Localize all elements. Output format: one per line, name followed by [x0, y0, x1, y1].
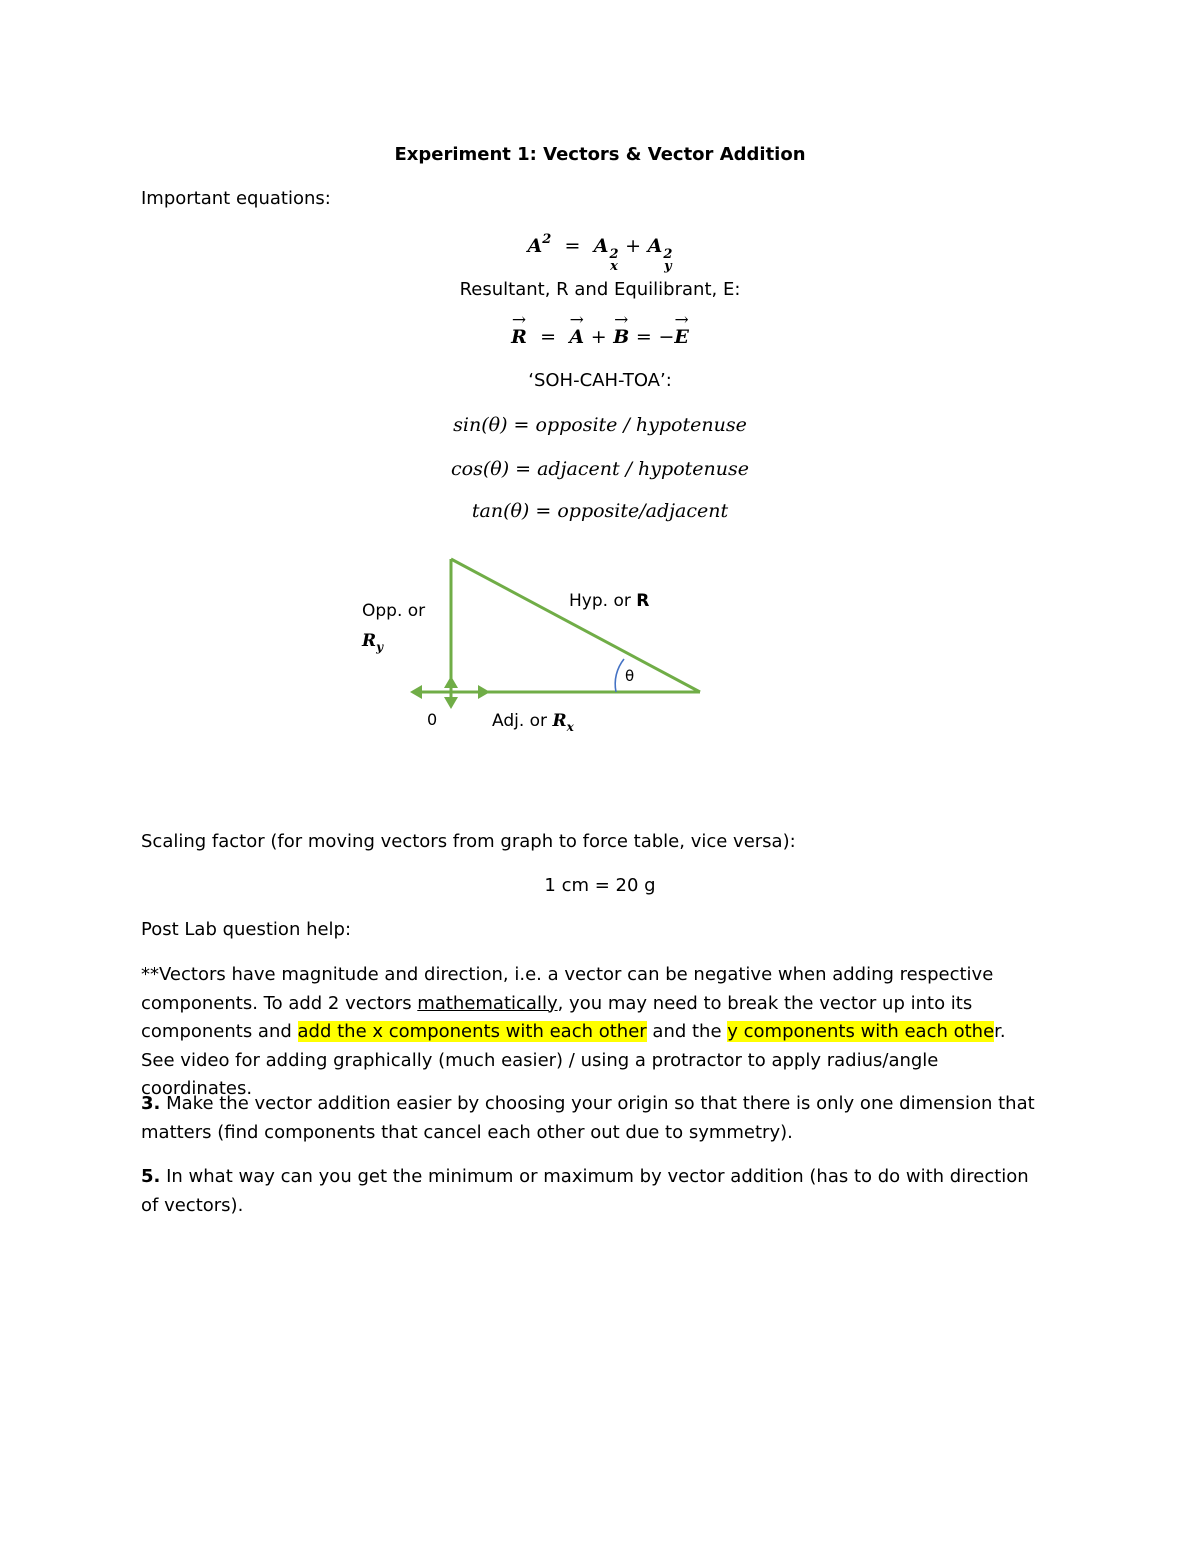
sin-equation: sin(θ) = opposite / hypotenuse — [453, 414, 747, 436]
cos-equation: cos(θ) = adjacent / hypotenuse — [451, 458, 749, 480]
angle-arc — [615, 659, 624, 692]
arrowhead-up — [444, 676, 458, 688]
opposite-label: Opp. or — [362, 601, 426, 621]
hypotenuse-label: Hyp. or R — [569, 591, 650, 611]
arrowhead-left — [410, 685, 422, 699]
question-5-hint: 5. In what way can you get the minimum or maximum by vector addition (has to do with direction of vectors). — [141, 1166, 1029, 1216]
adjacent-label: Adj. or $R_x$ — [492, 711, 574, 734]
post-lab-label: Post Lab question help: — [141, 919, 352, 940]
scaling-factor-label: Scaling factor (for moving vectors from graph to force table, vice versa): — [141, 831, 796, 852]
opposite-variable: $R_y$ — [362, 631, 384, 654]
tan-equation: tan(θ) = opposite/adjacent — [471, 500, 729, 522]
question-3-hint: 3. Make the vector addition easier by choosing your origin so that there is only one dimension that matters (find components that cancel each other out due to symmetry). — [141, 1093, 1035, 1143]
soh-cah-toa-label: ‘SOH-CAH-TOA’: — [528, 370, 672, 391]
theta-label: θ — [625, 667, 635, 685]
origin-label: 0 — [427, 710, 438, 729]
hypotenuse-side — [451, 559, 700, 692]
resultant-equation: → R = → A + → B = −→ E — [0, 326, 1200, 348]
vector-help-paragraph: **Vectors have magnitude and direction, i.e. a vector can be negative when adding respective components. To add 2 vectors mathematically, you may need to break the vector up into its components and add the x components with each other and the y components with each other. See video for adding graphically (much easier) / using a protractor to apply radius/angle coordinates. — [141, 964, 1006, 1099]
arrowhead-right — [478, 685, 490, 699]
right-triangle-diagram — [0, 0, 1200, 760]
resultant-label: Resultant, R and Equilibrant, E: — [459, 279, 741, 300]
important-equations-label: Important equations: — [141, 188, 331, 209]
page-title: Experiment 1: Vectors & Vector Addition — [394, 144, 806, 165]
pythagorean-equation: $A^2 = A$ 2 x + A 2 y — [527, 232, 673, 274]
arrowhead-down — [444, 697, 458, 709]
scaling-factor-value: 1 cm = 20 g — [544, 875, 656, 896]
